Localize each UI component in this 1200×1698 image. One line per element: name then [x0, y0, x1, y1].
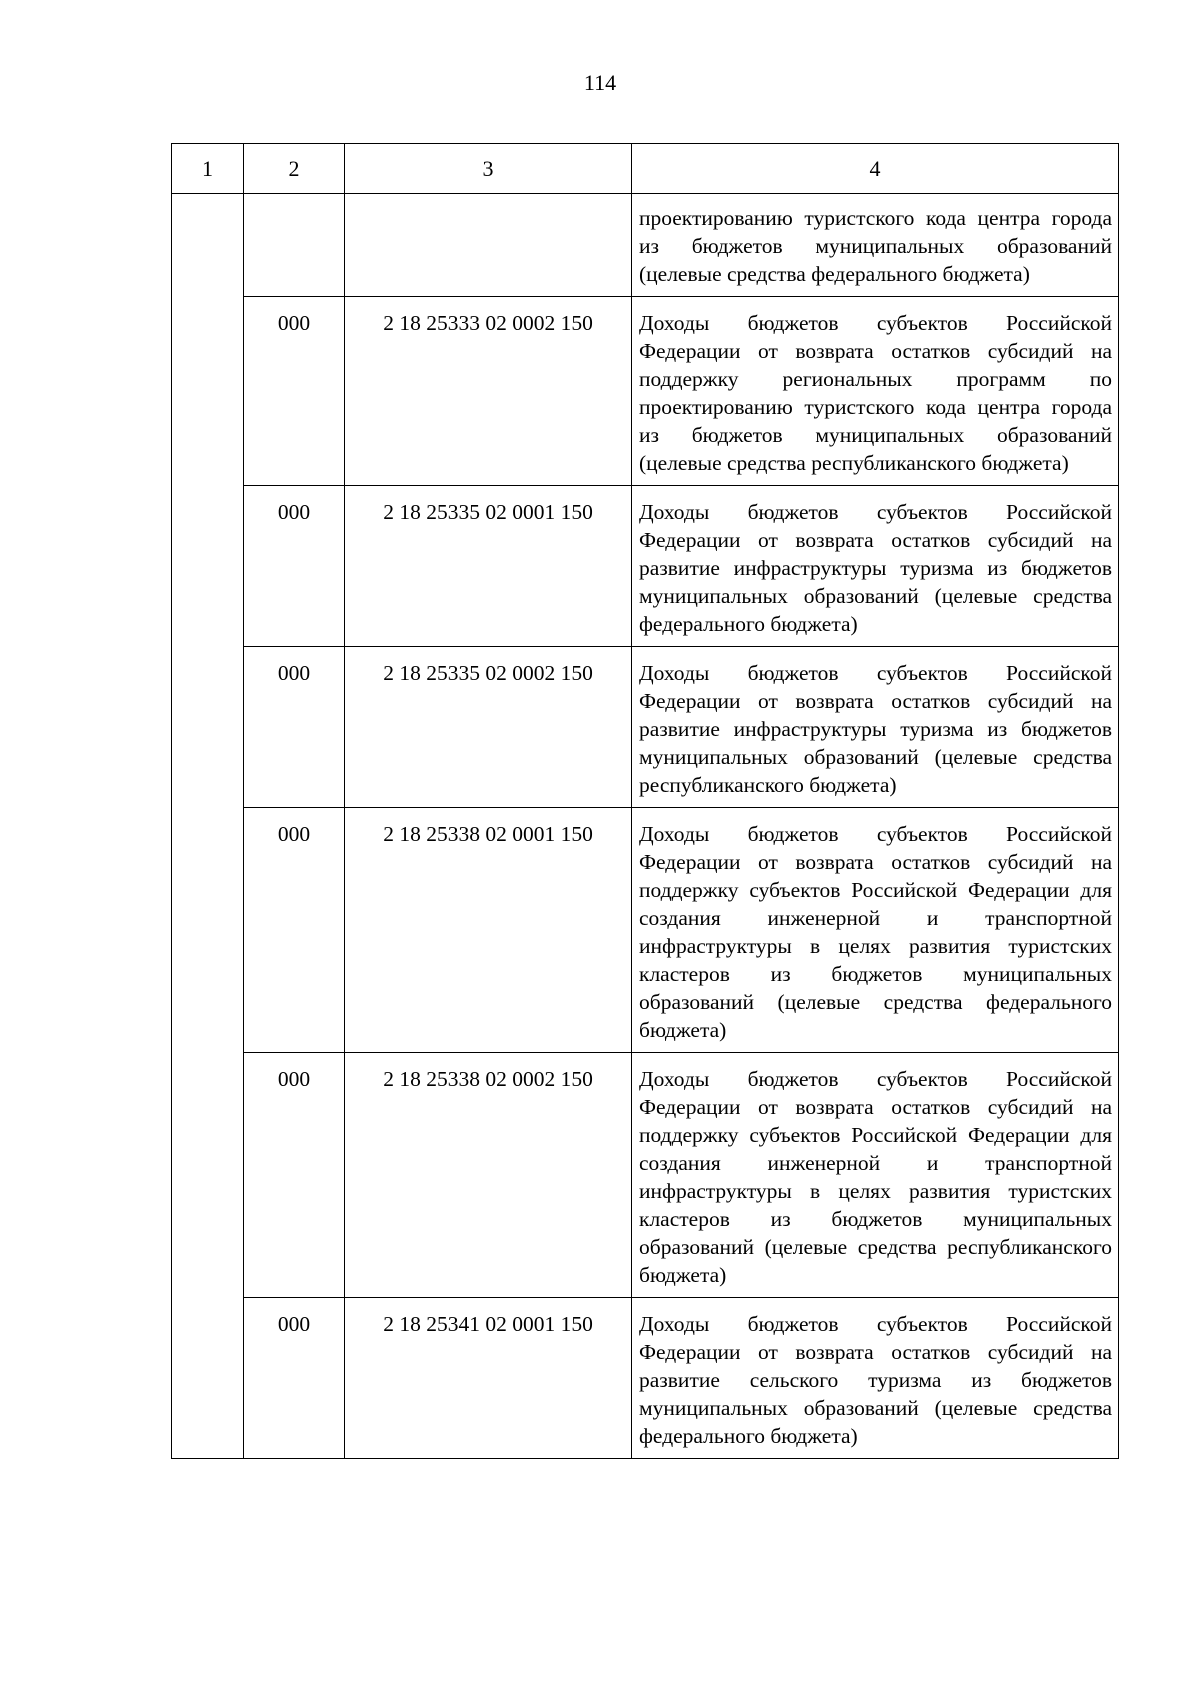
column-header-1: 1: [172, 144, 244, 194]
table-row: [172, 647, 1119, 808]
table-row-continuation: [172, 194, 1119, 297]
table-row: [172, 297, 1119, 486]
table-header-row: [172, 144, 1119, 194]
budget-code-cell: 2 18 25341 02 0001 150: [345, 1298, 632, 1459]
table-row: [172, 808, 1119, 1053]
admin-code-cell: [244, 194, 345, 297]
admin-code-cell: 000: [244, 486, 345, 647]
description-cell: Доходы бюджетов субъектов Российской Федерации от возврата остатков субсидий на развитие сельского туризма из бюджетов муниципальных образований (целевые средства федерального бюджета): [632, 1298, 1119, 1459]
column-header-4: 4: [632, 144, 1119, 194]
budget-code-cell: 2 18 25335 02 0002 150: [345, 647, 632, 808]
budget-code-cell: 2 18 25338 02 0001 150: [345, 808, 632, 1053]
admin-code-cell: 000: [244, 808, 345, 1053]
admin-code-cell: 000: [244, 297, 345, 486]
page-number: 114: [583, 70, 617, 95]
budget-code-cell: 2 18 25333 02 0002 150: [345, 297, 632, 486]
description-cell: проектированию туристского кода центра города из бюджетов муниципальных образований (целевые средства федерального бюджета): [632, 194, 1119, 297]
description-cell: Доходы бюджетов субъектов Российской Федерации от возврата остатков субсидий на развитие инфраструктуры туризма из бюджетов муниципальных образований (целевые средства республиканского бюджета): [632, 647, 1119, 808]
description-cell: Доходы бюджетов субъектов Российской Федерации от возврата остатков субсидий на развитие инфраструктуры туризма из бюджетов муниципальных образований (целевые средства федерального бюджета): [632, 486, 1119, 647]
description-cell: Доходы бюджетов субъектов Российской Федерации от возврата остатков субсидий на поддержку субъектов Российской Федерации для создания инженерной и транспортной инфраструктуры в целях развития туристских кластеров из бюджетов муниципальных образований (целевые средства федерального бюджета): [632, 808, 1119, 1053]
admin-code-cell: 000: [244, 1053, 345, 1298]
admin-code-cell: 000: [244, 1298, 345, 1459]
table-row: [172, 1053, 1119, 1298]
admin-code-cell: 000: [244, 647, 345, 808]
budget-code-cell: 2 18 25335 02 0001 150: [345, 486, 632, 647]
column-header-3: 3: [345, 144, 632, 194]
table-row: [172, 1298, 1119, 1459]
budget-classification-table: [171, 143, 1119, 1459]
column-header-2: 2: [244, 144, 345, 194]
budget-code-cell: 2 18 25338 02 0002 150: [345, 1053, 632, 1298]
description-cell: Доходы бюджетов субъектов Российской Федерации от возврата остатков субсидий на поддержку региональных программ по проектированию туристского кода центра города из бюджетов муниципальных образований (целевые средства республиканского бюджета): [632, 297, 1119, 486]
column-1-cell: [172, 194, 244, 1459]
description-cell: Доходы бюджетов субъектов Российской Федерации от возврата остатков субсидий на поддержку субъектов Российской Федерации для создания инженерной и транспортной инфраструктуры в целях развития туристских кластеров из бюджетов муниципальных образований (целевые средства республиканского бюджета): [632, 1053, 1119, 1298]
budget-code-cell: [345, 194, 632, 297]
table-row: [172, 486, 1119, 647]
